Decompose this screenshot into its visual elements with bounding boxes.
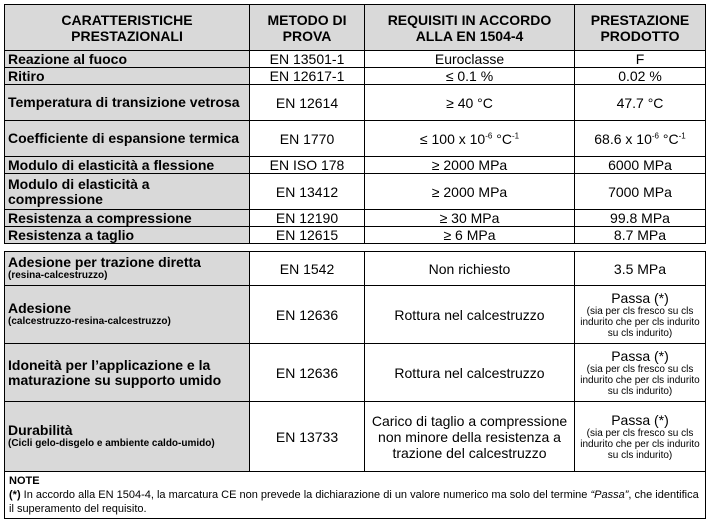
performance: 6000 MPa — [575, 157, 706, 174]
requirement-exponent: -6 — [485, 130, 493, 140]
table-row — [5, 344, 706, 402]
requirement: Carico di taglio a compressione non minore della resistenza a trazione del calcestruzzo — [365, 402, 575, 472]
property-name — [5, 286, 250, 344]
test-method: EN 1770 — [250, 121, 365, 157]
performance: 99.8 MPa — [575, 210, 706, 227]
performance-unit-exponent: -1 — [678, 130, 686, 140]
performance-note: (sia per cls fresco su cls indurito che per cls indurito su cls indurito) — [580, 428, 700, 461]
performance: F — [575, 51, 706, 68]
test-method: EN 12636 — [250, 286, 365, 344]
test-method: EN 12190 — [250, 210, 365, 227]
property-name — [5, 402, 250, 472]
test-method: EN 13412 — [250, 174, 365, 210]
property-name: Resistenza a taglio — [5, 227, 250, 244]
performance-unit: °C — [659, 130, 679, 147]
performance — [575, 402, 706, 472]
requirement-unit: °C — [492, 130, 512, 147]
performance-result: Passa (*) — [611, 290, 669, 306]
test-method: EN 12614 — [250, 85, 365, 121]
performance-text: 68.6 x 10 — [594, 130, 652, 147]
property-name: Idoneità per l’applicazione e la maturazione su supporto umido — [5, 344, 250, 402]
requirement-unit-exponent: -1 — [511, 130, 520, 140]
test-method: EN 12636 — [250, 344, 365, 402]
note-marker: (*) — [9, 489, 21, 501]
requirement: ≤ 0.1 % — [365, 68, 575, 85]
performance-note: (sia per cls fresco su cls indurito che per cls indurito su cls indurito) — [580, 364, 700, 397]
requirement: Rottura nel calcestruzzo — [365, 344, 575, 402]
requirement — [365, 121, 575, 157]
performance: 3.5 MPa — [575, 252, 706, 286]
requirement: ≥ 40 °C — [365, 85, 575, 121]
table-row — [5, 85, 706, 121]
header-product-performance: PRESTAZIONE PRODOTTO — [575, 5, 706, 51]
property-name: Coefficiente di espansione termica — [5, 121, 250, 157]
table-row — [5, 402, 706, 472]
property-title: Adesione per trazione diretta — [8, 254, 201, 270]
requirement-text: ≤ 100 x 10 — [419, 130, 486, 147]
requirement: ≥ 30 MPa — [365, 210, 575, 227]
table-row — [5, 121, 706, 157]
note-title: NOTE — [9, 475, 40, 487]
note-term: “Passa” — [590, 489, 629, 501]
table-row — [5, 286, 706, 344]
requirement: Non richiesto — [365, 252, 575, 286]
performance-table-container — [4, 4, 705, 519]
property-name — [5, 252, 250, 286]
section-gap — [5, 244, 706, 252]
note-row — [5, 472, 706, 519]
performance: 0.02 % — [575, 68, 706, 85]
performance-note: (sia per cls fresco su cls indurito che per cls indurito su cls indurito) — [580, 306, 700, 339]
table-row — [5, 252, 706, 286]
performance — [575, 286, 706, 344]
property-subtitle: (Cicli gelo-disgelo e ambiente caldo-umido) — [8, 438, 215, 449]
test-method: EN 13733 — [250, 402, 365, 472]
property-name: Modulo di elasticità a flessione — [5, 157, 250, 174]
performance-exponent: -6 — [651, 130, 659, 140]
performance — [575, 344, 706, 402]
header-requirements: REQUISITI IN ACCORDO ALLA EN 1504-4 — [365, 5, 575, 51]
property-subtitle: (calcestruzzo-resina-calcestruzzo) — [8, 316, 171, 327]
property-name: Modulo di elasticità a compressione — [5, 174, 250, 210]
table-row — [5, 210, 706, 227]
performance — [575, 121, 706, 157]
test-method: EN 13501-1 — [250, 51, 365, 68]
note-box — [5, 472, 706, 519]
property-name: Resistenza a compressione — [5, 210, 250, 227]
requirement: ≥ 6 MPa — [365, 227, 575, 244]
test-method: EN ISO 178 — [250, 157, 365, 174]
header-test-method: METODO DI PROVA — [250, 5, 365, 51]
table-row — [5, 157, 706, 174]
requirement: Euroclasse — [365, 51, 575, 68]
performance: 8.7 MPa — [575, 227, 706, 244]
property-name: Temperatura di transizione vetrosa — [5, 85, 250, 121]
property-title: Adesione — [8, 300, 72, 316]
table-row — [5, 227, 706, 244]
note-text-end: , che identifica il superamento del requisito. — [9, 489, 699, 515]
requirement: ≥ 2000 MPa — [365, 157, 575, 174]
test-method: EN 1542 — [250, 252, 365, 286]
table-row — [5, 51, 706, 68]
test-method: EN 12615 — [250, 227, 365, 244]
header-row — [5, 5, 706, 51]
table-row — [5, 174, 706, 210]
property-name: Ritiro — [5, 68, 250, 85]
table-row — [5, 68, 706, 85]
performance: 7000 MPa — [575, 174, 706, 210]
requirement: ≥ 2000 MPa — [365, 174, 575, 210]
performance-result: Passa (*) — [611, 348, 669, 364]
property-subtitle: (resina-calcestruzzo) — [8, 270, 108, 281]
performance-table — [4, 4, 706, 519]
property-title: Durabilità — [8, 422, 73, 438]
header-characteristics: CARATTERISTICHE PRESTAZIONALI — [5, 5, 250, 51]
performance-result: Passa (*) — [611, 412, 669, 428]
performance: 47.7 °C — [575, 85, 706, 121]
property-name: Reazione al fuoco — [5, 51, 250, 68]
note-text: In accordo alla EN 1504-4, la marcatura CE non prevede la dichiarazione di un valore numerico ma solo del termine — [20, 489, 591, 501]
test-method: EN 12617-1 — [250, 68, 365, 85]
requirement: Rottura nel calcestruzzo — [365, 286, 575, 344]
